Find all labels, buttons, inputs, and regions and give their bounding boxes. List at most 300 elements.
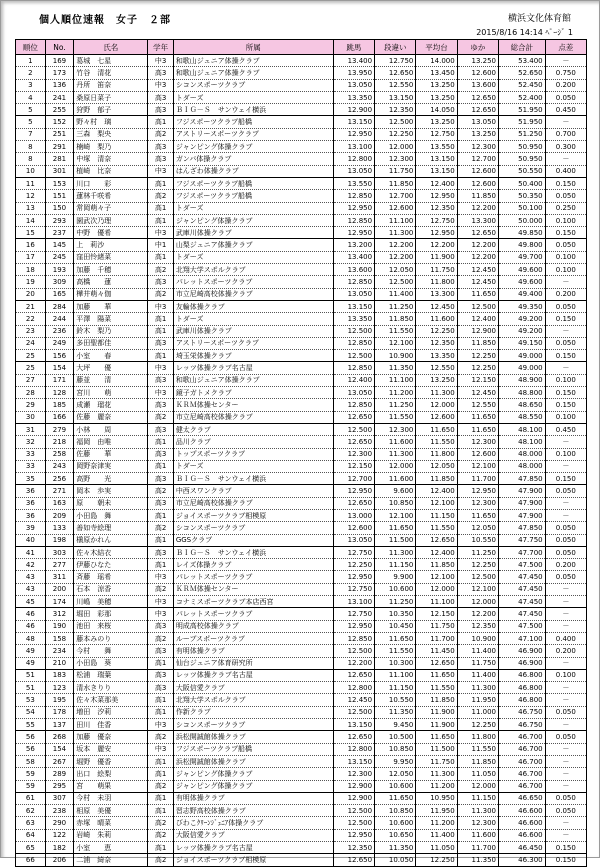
cell-rank: 36	[16, 509, 46, 521]
cell-total: 47.700	[499, 546, 546, 558]
cell-athlete-name: 石本 涼香	[74, 583, 148, 595]
cell-club: フジスポーツクラブ船橋	[173, 177, 333, 189]
table-row	[16, 104, 587, 116]
cell-beam: 12.150	[416, 608, 457, 620]
cell-number: 178	[45, 706, 74, 718]
cell-uneven-bars: 12.250	[375, 128, 416, 140]
cell-margin: 0.200	[545, 288, 586, 300]
table-row	[16, 706, 587, 718]
cell-athlete-name: 松浦 瑞葉	[74, 669, 148, 681]
table-row	[16, 190, 587, 202]
cell-beam: 12.400	[416, 177, 457, 189]
cell-athlete-name: 善如寺絵理	[74, 522, 148, 534]
cell-club: トップスポーツクラブ	[173, 448, 333, 460]
cell-number: 295	[45, 780, 74, 792]
cell-club: 品川クラブ	[173, 436, 333, 448]
cell-vault: 12.400	[333, 374, 374, 386]
cell-total: 49.600	[499, 264, 546, 276]
cell-total: 49.200	[499, 313, 546, 325]
cell-beam: 11.700	[416, 632, 457, 644]
cell-number: 307	[45, 792, 74, 804]
cell-total: 48.100	[499, 423, 546, 435]
cell-athlete-name: 川嶋 美穂	[74, 596, 148, 608]
cell-beam: 11.750	[416, 755, 457, 767]
cell-uneven-bars: 11.500	[375, 534, 416, 546]
cell-beam: 12.950	[416, 227, 457, 239]
cell-number: 206	[45, 854, 74, 866]
cell-uneven-bars: 11.250	[375, 596, 416, 608]
table-row	[16, 460, 587, 472]
cell-club: レッツ体操クラブ名古屋	[173, 669, 333, 681]
cell-uneven-bars: 9.900	[375, 571, 416, 583]
cell-total: 47.450	[499, 608, 546, 620]
cell-uneven-bars: 11.350	[375, 362, 416, 374]
cell-floor: 13.050	[457, 116, 498, 128]
cell-beam: 12.350	[416, 337, 457, 349]
cell-athlete-name: 大坪 優	[74, 362, 148, 374]
cell-grade: 中3	[148, 596, 173, 608]
cell-margin: 0.100	[545, 669, 586, 681]
cell-number: 291	[45, 141, 74, 153]
cell-number: 309	[45, 276, 74, 288]
cell-club: パレットスポーツクラブ	[173, 571, 333, 583]
cell-floor: 12.600	[457, 177, 498, 189]
cell-uneven-bars: 9.450	[375, 719, 416, 731]
cell-rank: 36	[16, 485, 46, 497]
cell-club: 有明体操クラブ	[173, 792, 333, 804]
table-row	[16, 448, 587, 460]
cell-margin: 0.100	[545, 264, 586, 276]
cell-rank: 4	[16, 91, 46, 103]
cell-vault: 12.900	[333, 780, 374, 792]
table-row	[16, 423, 587, 435]
cell-vault: 13.100	[333, 141, 374, 153]
cell-vault: 12.300	[333, 448, 374, 460]
cell-grade: 高1	[148, 792, 173, 804]
table-row	[16, 141, 587, 153]
table-row	[16, 153, 587, 165]
cell-uneven-bars: 11.600	[375, 473, 416, 485]
cell-rank: 17	[16, 251, 46, 263]
table-row	[16, 497, 587, 509]
cell-margin: 0.150	[545, 350, 586, 362]
cell-number: 128	[45, 387, 74, 399]
cell-floor: 13.250	[457, 128, 498, 140]
cell-vault: 13.150	[333, 116, 374, 128]
cell-total: 46.450	[499, 842, 546, 854]
cell-uneven-bars: 11.100	[375, 374, 416, 386]
cell-total: 47.500	[499, 559, 546, 571]
cell-grade: 高3	[148, 276, 173, 288]
cell-number: 158	[45, 632, 74, 644]
cell-club: はんざわ体操クラブ	[173, 165, 333, 177]
cell-athlete-name: 野々村 璃	[74, 116, 148, 128]
cell-grade: 高1	[148, 534, 173, 546]
cell-number: 198	[45, 534, 74, 546]
cell-vault: 13.950	[333, 67, 374, 79]
cell-uneven-bars: 11.850	[375, 177, 416, 189]
cell-uneven-bars: 11.350	[375, 842, 416, 854]
cell-uneven-bars: 12.650	[375, 67, 416, 79]
cell-total: 46.700	[499, 743, 546, 755]
cell-beam: 11.050	[416, 842, 457, 854]
table-row	[16, 264, 587, 276]
cell-floor: 12.350	[457, 620, 498, 632]
cell-floor: 11.600	[457, 829, 498, 841]
cell-number: 183	[45, 669, 74, 681]
cell-grade: 中3	[148, 387, 173, 399]
cell-margin: 0.050	[545, 546, 586, 558]
cell-beam: 11.800	[416, 276, 457, 288]
cell-number: 171	[45, 374, 74, 386]
cell-rank: 25	[16, 350, 46, 362]
cell-athlete-name: 小室 春	[74, 350, 148, 362]
cell-rank: 31	[16, 423, 46, 435]
cell-beam: 12.550	[416, 362, 457, 374]
cell-uneven-bars: 12.700	[375, 190, 416, 202]
cell-club: 市立尼崎高校体操クラブ	[173, 288, 333, 300]
cell-margin: 0.400	[545, 632, 586, 644]
cell-athlete-name: 上 莉沙	[74, 239, 148, 251]
cell-athlete-name: 田川 佳香	[74, 719, 148, 731]
cell-club: レッツ体操クラブ名古屋	[173, 842, 333, 854]
cell-grade: 高3	[148, 399, 173, 411]
cell-uneven-bars: 12.500	[375, 276, 416, 288]
cell-number: 249	[45, 337, 74, 349]
cell-beam: 11.550	[416, 436, 457, 448]
cell-grade: 高1	[148, 694, 173, 706]
table-row	[16, 522, 587, 534]
cell-vault: 13.200	[333, 239, 374, 251]
cell-club: ガンバ体操クラブ	[173, 153, 333, 165]
cell-uneven-bars: 12.050	[375, 264, 416, 276]
cell-rank: 7	[16, 128, 46, 140]
cell-total: 46.900	[499, 657, 546, 669]
table-row	[16, 239, 587, 251]
cell-number: 209	[45, 509, 74, 521]
cell-total: 47.450	[499, 583, 546, 595]
cell-athlete-name: 今村 舞	[74, 645, 148, 657]
cell-total: 47.500	[499, 620, 546, 632]
cell-grade: 高2	[148, 731, 173, 743]
cell-athlete-name: 加藤 優奈	[74, 731, 148, 743]
cell-beam: 13.150	[416, 165, 457, 177]
cell-vault: 13.050	[333, 534, 374, 546]
cell-club: 明成高校体操クラブ	[173, 620, 333, 632]
cell-total: 50.550	[499, 165, 546, 177]
cell-total: 46.750	[499, 719, 546, 731]
table-row	[16, 817, 587, 829]
cell-vault: 12.950	[333, 485, 374, 497]
cell-grade: 高3	[148, 67, 173, 79]
cell-club: 市立尼崎高校体操クラブ	[173, 497, 333, 509]
table-row	[16, 669, 587, 681]
table-row	[16, 227, 587, 239]
cell-club: ＢＩＧ－Ｓ サンウェイ横浜	[173, 473, 333, 485]
cell-grade: 高1	[148, 559, 173, 571]
cell-margin: －	[545, 325, 586, 337]
cell-club: 鏡子ガトメクラブ	[173, 387, 333, 399]
table-row	[16, 177, 587, 189]
cell-floor: 12.100	[457, 460, 498, 472]
cell-vault: 12.650	[333, 411, 374, 423]
cell-floor: 12.300	[457, 497, 498, 509]
cell-floor: 11.550	[457, 743, 498, 755]
cell-floor: 13.600	[457, 79, 498, 91]
cell-total: 46.300	[499, 854, 546, 866]
cell-margin: 0.050	[545, 485, 586, 497]
cell-uneven-bars: 10.900	[375, 350, 416, 362]
cell-club: ジョイスポーツクラブ相模原	[173, 854, 333, 866]
cell-athlete-name: 窪田怜緒菜	[74, 251, 148, 263]
cell-rank: 46	[16, 608, 46, 620]
cell-grade: 高3	[148, 645, 173, 657]
cell-athlete-name: 藤本みのり	[74, 632, 148, 644]
cell-club: ジャンピング体操クラブ	[173, 780, 333, 792]
cell-beam: 11.200	[416, 780, 457, 792]
cell-uneven-bars: 9.950	[375, 755, 416, 767]
cell-uneven-bars: 11.400	[375, 288, 416, 300]
col-vault: 跳馬	[333, 40, 374, 55]
cell-grade: 高3	[148, 620, 173, 632]
cell-uneven-bars: 11.300	[375, 227, 416, 239]
cell-grade: 高1	[148, 436, 173, 448]
table-row	[16, 657, 587, 669]
cell-athlete-name: 岡本 歩実	[74, 485, 148, 497]
table-row	[16, 116, 587, 128]
cell-grade: 高3	[148, 497, 173, 509]
cell-total: 50.100	[499, 202, 546, 214]
cell-floor: 12.400	[457, 313, 498, 325]
cell-vault: 12.650	[333, 497, 374, 509]
cell-beam: 12.100	[416, 571, 457, 583]
table-row	[16, 337, 587, 349]
cell-margin: －	[545, 583, 586, 595]
cell-total: 46.700	[499, 755, 546, 767]
cell-margin: 0.050	[545, 731, 586, 743]
cell-club: 和歌山ジュニア体操クラブ	[173, 55, 333, 67]
cell-total: 48.100	[499, 436, 546, 448]
cell-vault: 12.500	[333, 805, 374, 817]
cell-vault: 13.400	[333, 55, 374, 67]
results-table	[15, 39, 587, 867]
cell-athlete-name: 桑原日菜子	[74, 91, 148, 103]
cell-number: 301	[45, 165, 74, 177]
cell-floor: 12.700	[457, 153, 498, 165]
table-row	[16, 399, 587, 411]
cell-margin: 0.100	[545, 411, 586, 423]
cell-margin: 0.750	[545, 67, 586, 79]
cell-number: 195	[45, 694, 74, 706]
cell-number: 152	[45, 116, 74, 128]
cell-athlete-name: 加藤 華	[74, 300, 148, 312]
cell-number: 268	[45, 731, 74, 743]
cell-margin: 0.100	[545, 448, 586, 460]
cell-rank: 18	[16, 264, 46, 276]
cell-number: 133	[45, 522, 74, 534]
col-floor: ゆか	[457, 40, 498, 55]
cell-beam: 11.600	[416, 313, 457, 325]
cell-beam: 13.150	[416, 153, 457, 165]
table-row	[16, 436, 587, 448]
cell-beam: 11.550	[416, 522, 457, 534]
cell-number: 311	[45, 571, 74, 583]
cell-margin: －	[545, 829, 586, 841]
cell-club: 埼玉栄体操クラブ	[173, 350, 333, 362]
cell-number: 267	[45, 755, 74, 767]
cell-vault: 12.150	[333, 460, 374, 472]
cell-floor: 11.700	[457, 842, 498, 854]
cell-margin: －	[545, 682, 586, 694]
table-row	[16, 620, 587, 632]
cell-grade: 中3	[148, 571, 173, 583]
cell-grade: 高1	[148, 768, 173, 780]
cell-uneven-bars: 11.250	[375, 399, 416, 411]
cell-athlete-name: 増田 汐莉	[74, 706, 148, 718]
cell-vault: 13.600	[333, 264, 374, 276]
cell-number: 173	[45, 67, 74, 79]
cell-total: 46.650	[499, 792, 546, 804]
cell-athlete-name: 清水きりり	[74, 682, 148, 694]
cell-vault: 12.650	[333, 854, 374, 866]
cell-grade: 高3	[148, 141, 173, 153]
cell-athlete-name: 狩野 郁子	[74, 104, 148, 116]
cell-floor: 11.650	[457, 288, 498, 300]
table-row	[16, 300, 587, 312]
cell-beam: 11.850	[416, 473, 457, 485]
cell-beam: 13.250	[416, 116, 457, 128]
cell-vault: 13.150	[333, 300, 374, 312]
cell-beam: 14.000	[416, 55, 457, 67]
cell-total: 46.700	[499, 768, 546, 780]
cell-vault: 12.850	[333, 276, 374, 288]
cell-number: 303	[45, 546, 74, 558]
cell-beam: 11.300	[416, 768, 457, 780]
table-row	[16, 202, 587, 214]
cell-club: 和歌山ジュニア体操クラブ	[173, 374, 333, 386]
cell-rank: 59	[16, 768, 46, 780]
table-row	[16, 485, 587, 497]
cell-athlete-name: 楠崎 梨乃	[74, 141, 148, 153]
cell-uneven-bars: 10.600	[375, 817, 416, 829]
cell-vault: 12.950	[333, 620, 374, 632]
table-row	[16, 546, 587, 558]
cell-total: 49.850	[499, 227, 546, 239]
cell-beam: 11.900	[416, 719, 457, 731]
cell-margin: 0.100	[545, 251, 586, 263]
cell-vault: 12.500	[333, 325, 374, 337]
cell-vault: 12.650	[333, 436, 374, 448]
cell-total: 48.000	[499, 448, 546, 460]
cell-number: 165	[45, 288, 74, 300]
cell-total: 47.900	[499, 485, 546, 497]
cell-uneven-bars: 11.350	[375, 706, 416, 718]
cell-grade: 中3	[148, 743, 173, 755]
cell-floor: 11.300	[457, 805, 498, 817]
cell-vault: 12.650	[333, 731, 374, 743]
cell-grade: 中3	[148, 55, 173, 67]
cell-beam: 12.050	[416, 460, 457, 472]
table-row	[16, 374, 587, 386]
cell-rank: 20	[16, 288, 46, 300]
cell-rank: 19	[16, 276, 46, 288]
cell-floor: 12.050	[457, 522, 498, 534]
cell-vault: 12.750	[333, 583, 374, 595]
cell-uneven-bars: 11.100	[375, 669, 416, 681]
cell-margin: －	[545, 694, 586, 706]
cell-rank: 66	[16, 854, 46, 866]
cell-margin: 0.150	[545, 387, 586, 399]
cell-beam: 13.350	[416, 350, 457, 362]
cell-margin: －	[545, 755, 586, 767]
cell-floor: 11.700	[457, 473, 498, 485]
cell-uneven-bars: 12.750	[375, 55, 416, 67]
cell-beam: 13.250	[416, 374, 457, 386]
cell-club: トダーズ	[173, 202, 333, 214]
cell-vault: 12.900	[333, 792, 374, 804]
cell-beam: 11.550	[416, 682, 457, 694]
cell-floor: 12.000	[457, 596, 498, 608]
cell-margin: 0.150	[545, 473, 586, 485]
table-row	[16, 411, 587, 423]
cell-rank: 49	[16, 657, 46, 669]
cell-beam: 12.250	[416, 325, 457, 337]
cell-uneven-bars: 10.050	[375, 854, 416, 866]
cell-margin: －	[545, 55, 586, 67]
cell-uneven-bars: 12.050	[375, 768, 416, 780]
col-club: 所属	[173, 40, 333, 55]
cell-margin: －	[545, 620, 586, 632]
cell-uneven-bars: 12.300	[375, 153, 416, 165]
cell-vault: 12.500	[333, 645, 374, 657]
cell-rank: 45	[16, 596, 46, 608]
cell-floor: 13.250	[457, 55, 498, 67]
cell-athlete-name: 藤並 清	[74, 374, 148, 386]
cell-athlete-name: 園武次乃理	[74, 214, 148, 226]
cell-total: 46.800	[499, 682, 546, 694]
cell-total: 46.900	[499, 645, 546, 657]
cell-grade: 高1	[148, 251, 173, 263]
cell-total: 48.550	[499, 411, 546, 423]
cell-margin: －	[545, 743, 586, 755]
cell-rank: 3	[16, 79, 46, 91]
cell-floor: 12.250	[457, 559, 498, 571]
cell-number: 154	[45, 743, 74, 755]
cell-rank: 29	[16, 399, 46, 411]
cell-beam: 14.050	[416, 104, 457, 116]
cell-margin: 0.400	[545, 165, 586, 177]
cell-grade: 高3	[148, 91, 173, 103]
cell-vault: 12.750	[333, 546, 374, 558]
table-row	[16, 251, 587, 263]
cell-number: 290	[45, 817, 74, 829]
cell-grade: 高1	[148, 657, 173, 669]
cell-vault: 12.950	[333, 571, 374, 583]
cell-total: 49.000	[499, 362, 546, 374]
cell-rank: 51	[16, 669, 46, 681]
cell-number: 238	[45, 805, 74, 817]
cell-number: 236	[45, 325, 74, 337]
table-row	[16, 608, 587, 620]
cell-floor: 10.900	[457, 632, 498, 644]
cell-vault: 12.500	[333, 350, 374, 362]
cell-athlete-name: 相原 美優	[74, 805, 148, 817]
cell-number: 237	[45, 227, 74, 239]
cell-rank: 62	[16, 805, 46, 817]
cell-uneven-bars: 12.100	[375, 337, 416, 349]
cell-margin: 0.050	[545, 706, 586, 718]
cell-margin: －	[545, 497, 586, 509]
